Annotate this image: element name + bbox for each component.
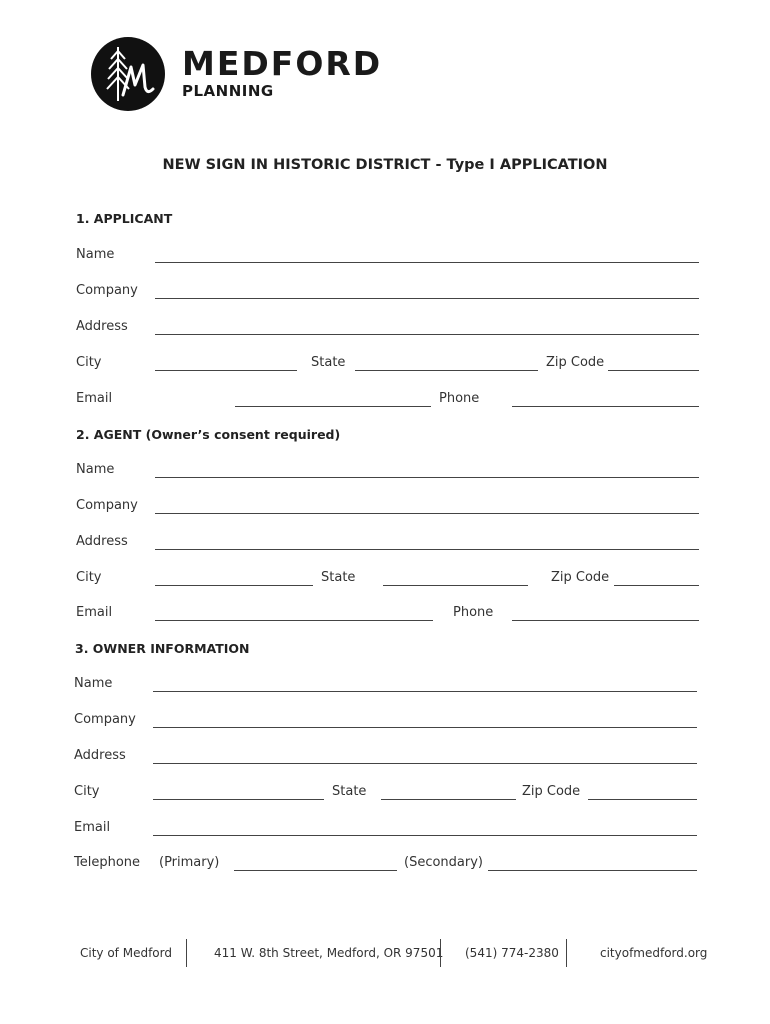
owner-zip-field[interactable]	[588, 799, 697, 800]
owner-address-field[interactable]	[153, 763, 697, 764]
applicant-zip-label: Zip Code	[546, 355, 605, 370]
owner-email-field[interactable]	[153, 835, 697, 836]
footer-address: 411 W. 8th Street, Medford, OR 97501	[214, 946, 444, 960]
applicant-phone-field[interactable]	[512, 406, 699, 407]
agent-email-label: Email	[76, 605, 113, 620]
applicant-email-field[interactable]	[235, 406, 431, 407]
owner-primary-label: (Primary)	[159, 855, 220, 870]
applicant-city-field[interactable]	[155, 370, 297, 371]
owner-secondary-label: (Secondary)	[404, 855, 483, 870]
owner-telephone-label: Telephone	[74, 855, 141, 870]
owner-name-field[interactable]	[153, 691, 697, 692]
owner-email-label: Email	[74, 820, 111, 835]
applicant-heading: 1. APPLICANT	[76, 211, 173, 226]
agent-company-field[interactable]	[155, 513, 699, 514]
logo-subtitle: PLANNING	[182, 82, 274, 100]
agent-state-label: State	[321, 570, 356, 585]
applicant-state-label: State	[311, 355, 346, 370]
applicant-email-label: Email	[76, 391, 113, 406]
agent-city-field[interactable]	[155, 585, 313, 586]
footer-divider	[566, 939, 567, 967]
agent-heading: 2. AGENT (Owner’s consent required)	[76, 427, 341, 442]
applicant-company-label: Company	[76, 283, 138, 298]
agent-address-field[interactable]	[155, 549, 699, 550]
agent-name-label: Name	[76, 462, 115, 477]
applicant-address-field[interactable]	[155, 334, 699, 335]
agent-email-field[interactable]	[155, 620, 433, 621]
logo-wordmark: MEDFORD	[182, 44, 383, 83]
agent-zip-field[interactable]	[614, 585, 699, 586]
owner-city-label: City	[74, 784, 100, 799]
owner-city-field[interactable]	[153, 799, 324, 800]
agent-address-label: Address	[76, 534, 128, 549]
footer-divider	[440, 939, 441, 967]
agent-phone-label: Phone	[453, 605, 494, 620]
footer-phone: (541) 774-2380	[465, 946, 559, 960]
footer-divider	[186, 939, 187, 967]
agent-state-field[interactable]	[383, 585, 528, 586]
agent-zip-label: Zip Code	[551, 570, 610, 585]
agent-company-label: Company	[76, 498, 138, 513]
applicant-zip-field[interactable]	[608, 370, 699, 371]
applicant-state-field[interactable]	[355, 370, 538, 371]
owner-heading: 3. OWNER INFORMATION	[75, 641, 250, 656]
medford-logo-mark	[91, 37, 165, 111]
owner-company-field[interactable]	[153, 727, 697, 728]
owner-zip-label: Zip Code	[522, 784, 581, 799]
applicant-name-field[interactable]	[155, 262, 699, 263]
tree-m-icon	[91, 37, 165, 111]
footer-website-link[interactable]: cityofmedford.org	[600, 946, 708, 960]
owner-state-field[interactable]	[381, 799, 516, 800]
applicant-company-field[interactable]	[155, 298, 699, 299]
footer-org: City of Medford	[80, 946, 172, 960]
page-title: NEW SIGN IN HISTORIC DISTRICT - Type I APPLICATION	[162, 157, 608, 173]
owner-name-label: Name	[74, 676, 113, 691]
agent-phone-field[interactable]	[512, 620, 699, 621]
owner-secondary-phone-field[interactable]	[488, 870, 697, 871]
owner-state-label: State	[332, 784, 367, 799]
owner-address-label: Address	[74, 748, 126, 763]
applicant-city-label: City	[76, 355, 102, 370]
applicant-name-label: Name	[76, 247, 115, 262]
agent-name-field[interactable]	[155, 477, 699, 478]
applicant-address-label: Address	[76, 319, 128, 334]
applicant-phone-label: Phone	[439, 391, 480, 406]
agent-city-label: City	[76, 570, 102, 585]
owner-company-label: Company	[74, 712, 136, 727]
owner-primary-phone-field[interactable]	[234, 870, 397, 871]
